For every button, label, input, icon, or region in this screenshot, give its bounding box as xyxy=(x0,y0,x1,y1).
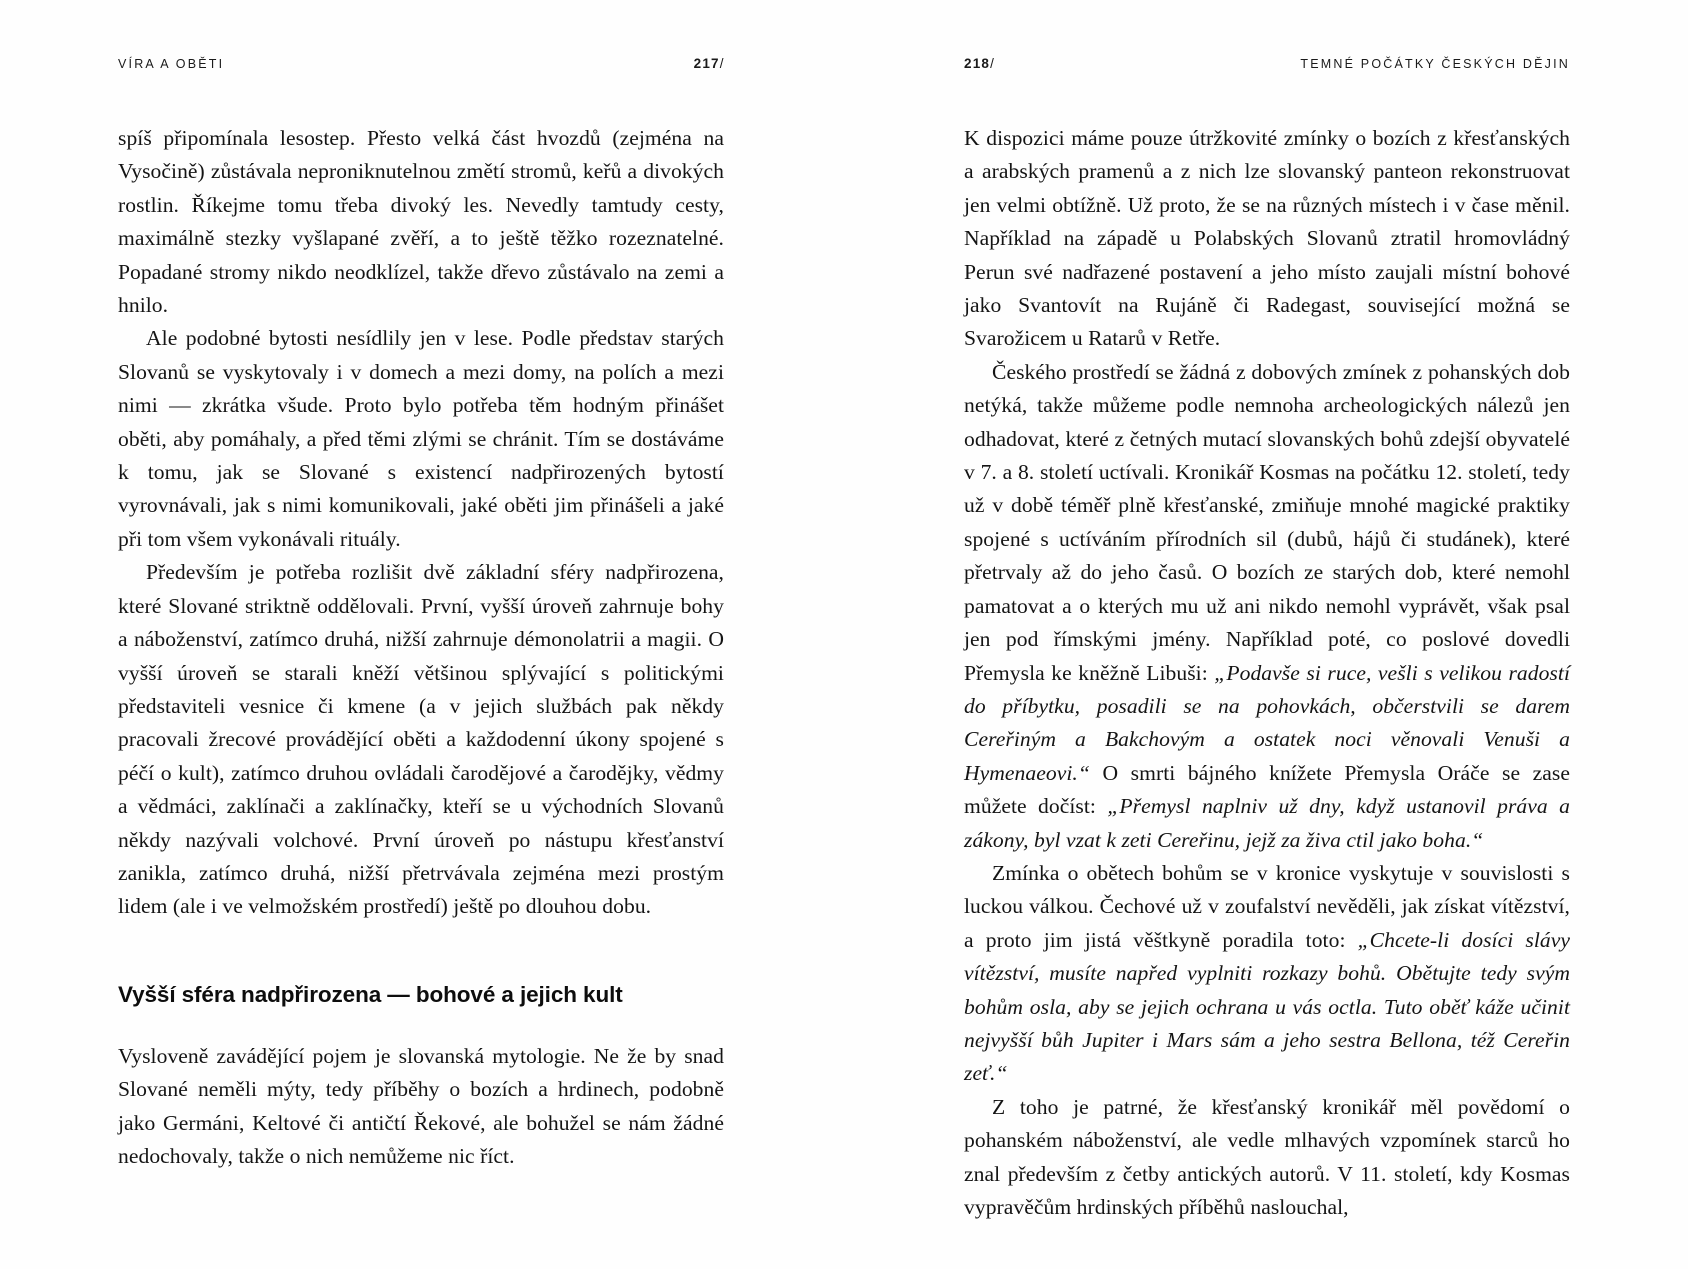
paragraph: Vysloveně zavádějící pojem je slovanská mytologie. Ne že by snad Slované neměli mýty, tedy příběhy o bozích a hrdinech, podobně jako Germáni, Keltové či antičtí Řekové, ale bohužel se nám žádné nedochovaly, takže o nich nemůžeme nic říct. xyxy=(118,1043,724,1168)
paragraph-text: Zmínka o obětech bohům se v kronice vyskytuje v souvislosti s luckou válkou. Čechové už v zoufalství nevěděli, jak získat vítězství, a proto jim jistá věštkyně poradila toto: xyxy=(964,860,1570,952)
page-number-left-slash: / xyxy=(719,56,724,71)
paragraph-text: Českého prostředí se žádná z dobových zmínek z pohanských dob netýká, takže můžeme podle nemnoha archeologických nálezů jen odhadovat, které z četných mutací slovanských bohů zdejší obyvatelé v 7. a 8. století uctívali. Kronikář Kosmas na počátku 12. století, tedy už v době téměř plně křesťanské, zmiňuje mnohé magické praktiky spojené s uctíváním přírodních sil (dubů, hájů či studánek), které přetrvaly až do jeho časů. O bozích ze starých dob, které nemohl pamatovat a o kterých mu už ani nikdo nemohl vyprávět, však psal jen pod římskými jmény. Například poté, co poslové dovedli Přemysla ke kněžně Libuši: xyxy=(964,359,1570,685)
paragraph: spíš připomínala lesostep. Přesto velká část hvozdů (zejména na Vysočině) zůstávala neproniknutelnou změtí stromů, keřů a divokých rostlin. Říkejme tomu třeba divoký les. Nevedly tamtudy cesty, maximálně stezky vyšlapané zvěří, a to ještě těžko rozeznatelné. Popadané stromy nikdo neodklízel, takže dřevo zůstávalo na zemi a hnilo. xyxy=(118,126,724,318)
paragraph-with-quotes xyxy=(964,356,1570,857)
quotation-two: „Přemysl naplniv už dny, když ustanovil práva a zákony, byl vzat k zeti Cereřinu, jejž za živa ctil jako boha.“ xyxy=(964,794,1570,852)
quotation-one: „Podavše si ruce, vešli s velikou radostí do příbytku, posadili se na pohovkách, občerstvili se darem Cereřiným a Bakchovým a ostatek noci věnovali Venuši a Hymenaeovi.“ xyxy=(964,660,1570,785)
body-text-left xyxy=(118,122,724,1173)
quotation-three: „Chcete-li dosíci slávy vítězství, musíte napřed vyplniti rozkazy bohů. Obětujte tedy svým bohům osla, aby se jejich ochrana u vás octla. Tuto oběť káže učinit nejvyšší bůh Jupiter i Mars sám a jeho sestra Bellona, též Cereřin zeť.“ xyxy=(964,927,1571,1086)
page-number-left xyxy=(694,56,724,71)
paragraph-with-quote-three xyxy=(964,857,1570,1091)
section-heading: Vyšší sféra nadpřirozena — bohové a jejich kult xyxy=(118,981,623,1007)
page-number-left-value: 217 xyxy=(693,56,720,71)
paragraph: Ale podobné bytosti nesídlily jen v lese. Podle představ starých Slovanů se vyskytovaly i v domech a mezi domy, na polích a mezi nimi — zkrátka všude. Proto bylo potřeba těm hodným přinášet oběti, aby pomáhaly, a před těmi zlými se chránit. Tím se dostáváme k tomu, jak se Slované s existencí nadpřirozených bytostí vyrovnávali, jak s nimi komunikovali, jaké oběti jim přinášeli a jaké při tom všem vykonávali rituály. xyxy=(118,326,724,551)
paragraph: Především je potřeba rozlišit dvě základní sféry nadpřirozena, které Slované striktně oddělovali. První, vyšší úroveň zahrnuje bohy a náboženství, zatímco druhá, nižší zahrnuje démonolatrii a magii. O vyšší úroveň se starali kněží většinou splývající s politickými představiteli vesnice či kmene (a v jejich službách pak někdy pracovali žrecové provádějící oběti a každodenní úkony spojené s péčí o kult), zatímco druhou ovládali čarodějové a čarodějky, vědmy a vědmáci, zaklínači a zaklínačky, kteří se u východních Slovanů někdy nazývali volchové. První úroveň po nástupu křesťanství zanikla, zatímco druhá, nižší přetrvávala zejména mezi prostým lidem (ale i ve velmožském prostředí) ještě po dlouhou dobu. xyxy=(118,560,724,919)
paragraph: K dispozici máme pouze útržkovité zmínky o bozích z křesťanských a arabských pramenů a z nich lze slovanský panteon rekonstruovat jen velmi obtížně. Už proto, že se na různých místech i v čase měnil. Například na západě u Polabských Slovanů ztratil hromovládný Perun své nadřazené postavení a jeho místo zaujali místní bohové jako Svantovít na Rujáně či Radegast, související možná se Svarožicem u Ratarů v Retře. xyxy=(964,126,1570,351)
body-text-right xyxy=(964,122,1570,1224)
quotation-bridge: O smrti bájného knížete Přemysla Oráče se zase můžete dočíst: xyxy=(964,760,1570,819)
page-number-right-slash: / xyxy=(990,56,995,71)
page-right xyxy=(844,0,1688,1269)
page-number-right-value: 218 xyxy=(964,56,991,71)
paragraph: Z toho je patrné, že křesťanský kronikář měl povědomí o pohanském náboženství, ale vedle mlhavých vzpomínek starců ho znal především z četby antických autorů. V 11. století, kdy Kosmas vypravěčům hrdinských příběhů naslouchal, xyxy=(964,1094,1570,1219)
running-head-right xyxy=(964,56,1570,80)
running-head-left xyxy=(118,56,724,80)
running-head-title-right: TEMNÉ POČÁTKY ČESKÝCH DĚJIN xyxy=(1300,57,1570,71)
running-head-title-left: VÍRA A OBĚTI xyxy=(118,57,225,71)
page-number-right xyxy=(964,56,994,71)
